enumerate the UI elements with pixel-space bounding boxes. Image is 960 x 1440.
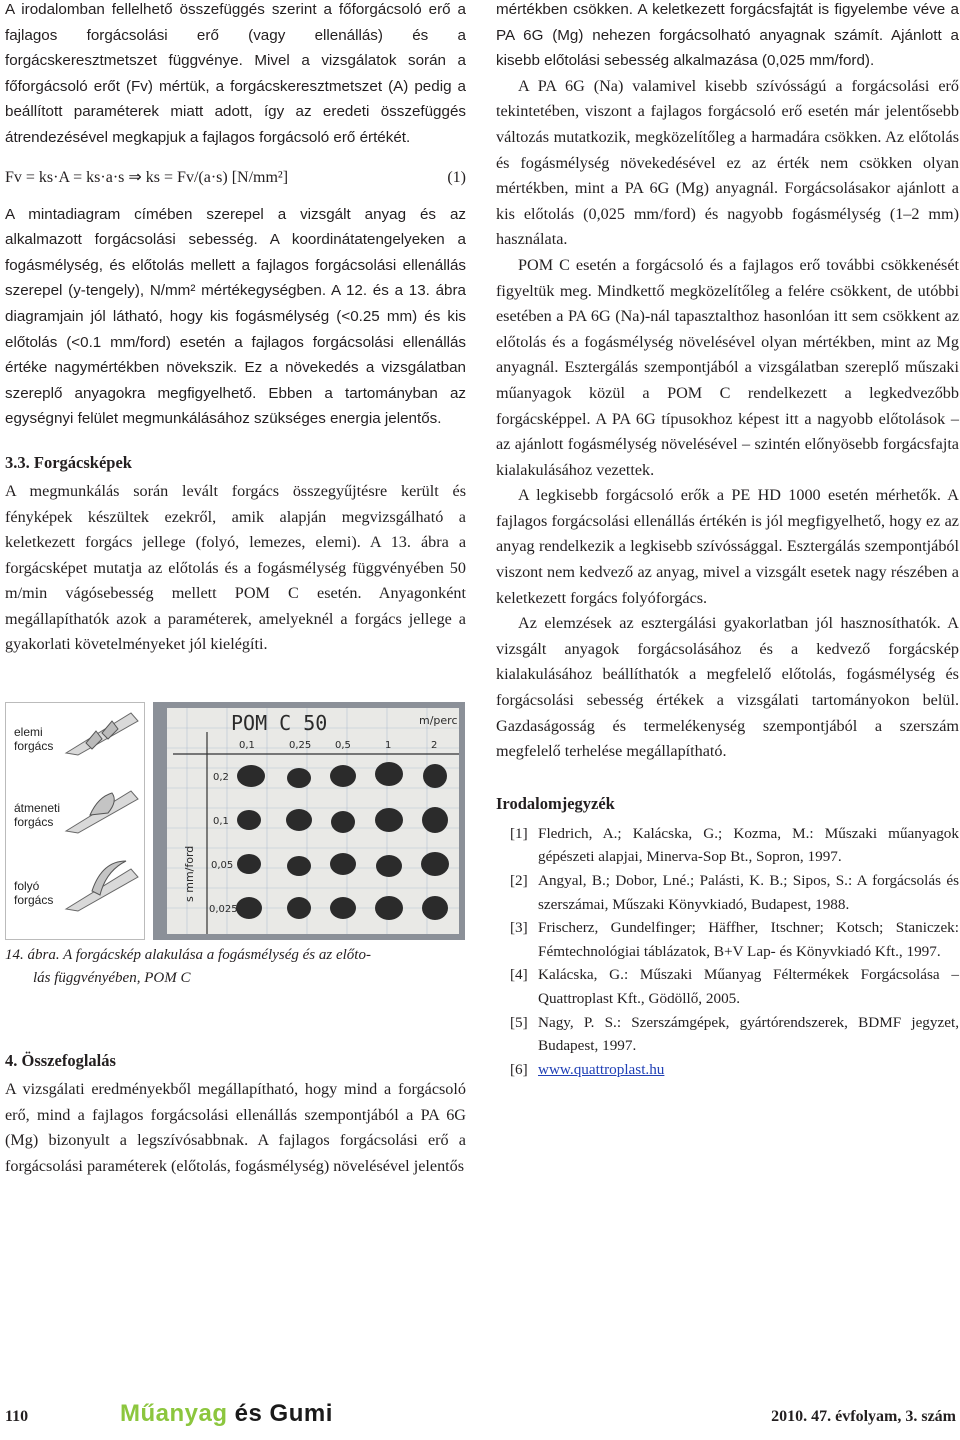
reference-number: [3] (510, 919, 528, 937)
photo-unit: m/perc (419, 714, 458, 728)
left-column (5, 0, 466, 1179)
reference-number: [1] (510, 824, 528, 842)
reference-text: Fledrich, A.; Kalácska, G.; Kozma, M.: Műszaki műanyagok gépészeti alapjai, Minerva-Sop Bt., Sopron, 1997. (538, 824, 959, 866)
chip-images-paragraph: A megmunkálás során levált forgács összegyűjtésre került és fényképek készültek ezekről, amik alapján megvizsgálható a keletkezett forgács jellege (folyó, lemezes, elemi). A 13. ábra a forgácsképet mutatja az előtolás és a fogásmélység függvényében 50 m/min vágósebesség mellett POM C esetén. Anyagonként megállapíthatók azok a paraméterek, amelyeknél a forgács jellege a gyakorlati követelményeket jól kielégíti. (5, 481, 466, 654)
legend-folyo-1: folyó (14, 879, 40, 894)
page-number: 110 (5, 1408, 29, 1425)
logo-part-2: és (227, 1400, 270, 1427)
equation-number: (1) (447, 168, 466, 186)
caption-line-1: 14. ábra. A forgácskép alakulása a fogásmélység és az előto- (5, 947, 371, 964)
equation-text: Fv = ks·A = ks·a·s ⇒ ks = Fv/(a·s) [N/mm²] (5, 168, 289, 186)
photo-row-1: 0,2 (213, 772, 229, 784)
reference-item (496, 869, 959, 916)
reference-number: [6] (510, 1060, 528, 1078)
reference-item (496, 1011, 959, 1058)
chip-photo-image (153, 702, 465, 940)
right-paragraph-1: mértékben csökken. A keletkezett forgácsfajtát is figyelembe véve a PA 6G (Mg) nehezen forgácsolható anyagnak számít. Ajánlott a kisebb előtolási sebesség alkalmazása (0,025 mm/ford). (496, 1, 959, 70)
right-paragraph-2: A PA 6G (Na) valamivel kisebb szívósságú a forgácsolási erő tekintetében, viszont a fajlagos forgácsoló erő esetén már jelentősebb változás mutatkozik, megközelítőleg a harmadára csökken. Az előtolás és fogásmélység növekedésével ez az érték nem csökken olyan mértékben, mint a PA 6G (Mg) anyagnál. Forgácsolásakor ajánlott a kis előtolás (0,025 mm/ford) és nagyobb fogásmélység (1–2 mm) használata. (496, 76, 959, 249)
page-footer (0, 1396, 960, 1440)
reference-item (496, 916, 959, 963)
legend-atmeneti-2: forgács (14, 815, 54, 830)
reference-text: Kalácska, G.: Műszaki Műanyag Féltermékek Forgácsolása – Quattroplast Kft., Gödöllő, 2005. (538, 966, 959, 1007)
reference-link-quattroplast[interactable]: www.quattroplast.hu (538, 1060, 665, 1078)
photo-col-1: 0,1 (239, 740, 255, 752)
references-heading: Irodalomjegyzék (496, 793, 615, 813)
chip-photo (153, 702, 465, 940)
caption-line-2: lás függvényében, POM C (33, 970, 191, 987)
photo-col-5: 2 (431, 740, 438, 752)
logo-part-3: Gumi (269, 1400, 333, 1427)
summary-paragraph: A vizsgálati eredményekből megállapítható, hogy mind a forgácsoló erő, mind a fajlagos forgácsolási ellenállás szempontjából a PA 6G (Mg) bizonyult a legszívósabbnak. A fajlagos forgácsolási erő a forgácsolási paraméterek (előtolás, fogásmélység) növelésével jelentős (5, 1080, 466, 1175)
photo-axis-label: s mm/ford (183, 845, 196, 903)
reference-item (496, 1058, 959, 1082)
logo-part-1: Műanyag (120, 1400, 228, 1427)
photo-col-4: 1 (385, 740, 392, 752)
right-paragraph-4: A legkisebb forgácsoló erők a PE HD 1000 esetén mérhetők. A fajlagos forgácsolási ellenállás értékén is jól megfigyelhető, hogy ez az anyag rendelkezik a legkisebb szívóssággal. Esztergálás szempontjából viszont nem kedvező az anyag, mivel a vizsgált esetek nagy részében a keletkezett forgács folyóforgács. (496, 486, 959, 607)
reference-text: Frischerz, Gundelfinger; Häffher, Itschner; Kotsch; Staniczek: Fémtechnológiai táblázatok, B+V Lap- és Könyvkiadó Kft., 1997. (538, 919, 959, 960)
right-paragraph-5: Az elemzések az esztergálási gyakorlatban jól hasznosíthatók. A vizsgált anyagok forgácsolásához és a kedvező forgácskép kialakulásához beállíthatók a megfelelő előtolás, fogásmélység és forgácsolási sebesség értékek a vizsgálati tartományokon belül. Gazdaságosság és termelékenység szempontjából a szerszám megfelelő terhelése megállapítható. (496, 614, 959, 761)
legend-atmeneti-1: átmeneti (14, 801, 61, 816)
right-paragraph-3: POM C esetén a forgácsoló és a fajlagos erő további csökkenését figyeltük meg. Mindkettő megközelítőleg a felére csökkent, de utóbbi esetében a PA 6G (Na)-nál tapasztalthoz hasonlóan itt sem csökkent az előtolás és a fogásmélység növelésével olyan mértékben, mint az Mg anyagnál. Esztergálás szempontjából a vizsgálatban szereplő műszaki műanyagok közül a POM C rendelkezett a legkedvezőbb forgácsképpel. A PA 6G típusokhoz képest itt a nagyobb előtolások – az ajánlott fogásmélység növelésével – szintén előnyösebb forgácsfajta kialakulásához vezettek. (496, 255, 959, 479)
issue-info: 2010. 47. évfolyam, 3. szám (771, 1408, 956, 1425)
reference-text: Nagy, P. S.: Szerszámgépek, gyártórendszerek, BDMF jegyzet, Budapest, 1997. (538, 1013, 959, 1055)
reference-text: Angyal, B.; Dobor, Lné.; Palásti, K. B.; Sipos, S.: A forgácsolás és szerszámai, Műszaki Könyvkiadó, Budapest, 1988. (538, 872, 959, 913)
section-heading-3-3: 3.3. Forgácsképek (5, 452, 132, 472)
reference-number: [4] (510, 966, 528, 984)
reference-number: [2] (510, 872, 528, 889)
legend-folyo-2: forgács (14, 893, 54, 908)
equation-1 (5, 165, 466, 190)
intro-paragraph: A irodalomban fellelhető összefüggés szerint a főforgácsoló erő a fajlagos forgácsolási erő (vagy ellenállás) és a forgácskeresztmetszet függvénye. Mivel a vizsgálatok során a főforgácsoló erőt (Fv) mértük, a forgácskeresztmetszet (A) pedig a beállított paraméterek miatt adott, így az eredeti összefüggés átrendezésével megkapjuk a fajlagos forgácsoló erő értékét. (5, 1, 466, 146)
photo-row-3: 0,05 (211, 860, 234, 872)
chip-type-legend (5, 702, 145, 940)
figure-14 (5, 702, 465, 940)
legend-elemi-2: forgács (14, 739, 54, 754)
legend-elemi-1: elemi (14, 725, 43, 740)
photo-title: POM C 50 (231, 711, 328, 736)
photo-row-2: 0,1 (213, 816, 229, 828)
photo-col-2: 0,25 (289, 740, 312, 752)
references-list (496, 822, 959, 1082)
photo-row-4: 0,025 (209, 904, 238, 916)
reference-item (496, 963, 959, 1010)
diagram-paragraph: A mintadiagram címében szerepel a vizsgált anyag és az alkalmazott forgácsolási sebesség. A koordinátatengelyeken a fogásmélység, és előtolás mellett a fajlagos forgácsolási ellenállás szerepel (y-tengely), N/mm² mértékegységben. A 12. és a 13. ábra diagramjain jól látható, hogy kis fogásmélység (<0.25 mm) és kis előtolás (<0.1 mm/ford) esetén a fajlagos forgácsolási ellenállás értéke nagymértékben növekszik. Ez a növekedés a vizsgálatban szereplő anyagokra megfigyelhető. Ebben a tartományban az egységnyi felület megmunkálásához szükséges energia jelentős. (5, 205, 466, 428)
journal-logo (120, 1400, 333, 1428)
right-column (496, 0, 959, 1081)
reference-number: [5] (510, 1013, 528, 1031)
reference-item (496, 822, 959, 869)
figure-caption (5, 944, 466, 990)
section-heading-4: 4. Összefoglalás (5, 1051, 116, 1071)
photo-col-3: 0,5 (335, 740, 351, 752)
